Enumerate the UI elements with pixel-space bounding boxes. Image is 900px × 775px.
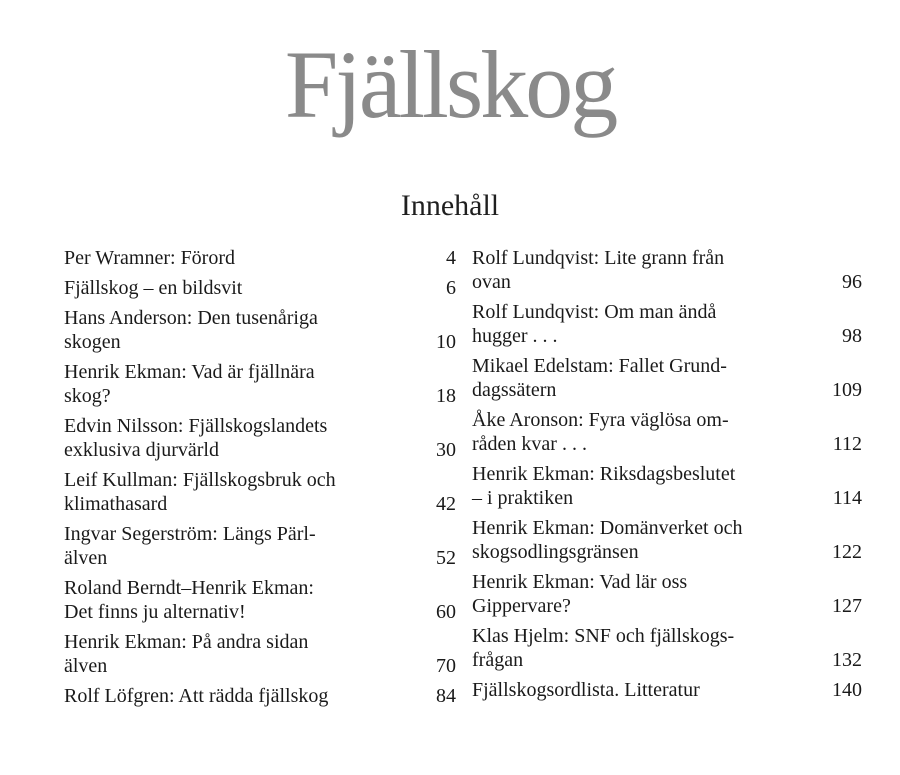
- toc-entry-title: [64, 360, 456, 408]
- toc-entry-page: 70: [436, 655, 456, 677]
- toc-entry-line: Fjällskog – en bildsvit: [64, 277, 243, 299]
- toc-entry-title: [472, 678, 862, 702]
- toc-entry-line: dagssätern: [472, 379, 557, 401]
- toc-column-left: [64, 246, 456, 714]
- toc-entry: [472, 462, 862, 510]
- toc-entry-title: [64, 246, 456, 270]
- toc-entry: [472, 570, 862, 618]
- toc-entry: [64, 360, 456, 408]
- toc-entry-line: Per Wramner: Förord: [64, 247, 236, 269]
- toc-entry-title: [472, 408, 862, 456]
- toc-entry-line: älven: [64, 547, 108, 569]
- toc-entry-page: 84: [436, 685, 456, 707]
- toc-entry: [64, 276, 456, 300]
- toc-entry: [64, 522, 456, 570]
- toc-entry-page: 96: [842, 271, 862, 293]
- toc-entry-line: Henrik Ekman: Vad är fjällnära: [64, 361, 315, 383]
- toc-entry-title: [472, 462, 862, 510]
- toc-entry-line: Edvin Nilsson: Fjällskogslandets: [64, 415, 328, 437]
- toc-entry-line: Klas Hjelm: SNF och fjällskogs-: [472, 625, 735, 647]
- toc-entry-line: Åke Aronson: Fyra väglösa om-: [472, 409, 729, 431]
- toc-entry-line: ovan: [472, 271, 511, 293]
- toc-entry-title: [472, 354, 862, 402]
- toc-entry-line: Rolf Lundqvist: Om man ändå: [472, 301, 717, 323]
- toc-entry-line: älven: [64, 655, 108, 677]
- toc-entry-line: Fjällskogsordlista. Litteratur: [472, 679, 700, 701]
- toc-entry-line: klimathasard: [64, 493, 168, 515]
- toc-entry-page: 132: [832, 649, 862, 671]
- toc-entry-title: [64, 684, 456, 708]
- toc-entry-page: 10: [436, 331, 456, 353]
- toc-entry-title: [64, 306, 456, 354]
- toc-entry-page: 52: [436, 547, 456, 569]
- toc-entry-title: [64, 468, 456, 516]
- toc-entry-title: [472, 570, 862, 618]
- toc-entry: [64, 684, 456, 708]
- toc-entry: [472, 516, 862, 564]
- toc-entry: [64, 630, 456, 678]
- toc-entry-line: Hans Anderson: Den tusenåriga: [64, 307, 318, 329]
- contents-heading: Innehåll: [400, 189, 500, 222]
- toc-entry-page: 6: [446, 277, 456, 299]
- toc-entry-line: hugger . . .: [472, 325, 558, 347]
- toc-entry-line: Henrik Ekman: Vad lär oss: [472, 571, 688, 593]
- toc-entry-title: [64, 630, 456, 678]
- toc-entry-page: 109: [832, 379, 862, 401]
- toc-entry-line: – i praktiken: [472, 487, 574, 509]
- toc-entry-line: Henrik Ekman: På andra sidan: [64, 631, 309, 653]
- toc-entry-title: [64, 414, 456, 462]
- toc-entry-line: Ingvar Segerström: Längs Pärl-: [64, 523, 316, 545]
- toc-entry-line: Henrik Ekman: Domänverket och: [472, 517, 743, 539]
- toc-entry-page: 30: [436, 439, 456, 461]
- toc-entry: [472, 678, 862, 702]
- toc-entry-page: 18: [436, 385, 456, 407]
- toc-entry-line: Det finns ju alternativ!: [64, 601, 246, 623]
- toc-entry-line: Gippervare?: [472, 595, 571, 617]
- toc-entry-page: 112: [832, 433, 862, 455]
- toc-entry: [472, 354, 862, 402]
- toc-entry-page: 60: [436, 601, 456, 623]
- toc-entry-title: [472, 624, 862, 672]
- toc-entry-line: skogen: [64, 331, 121, 353]
- toc-entry-line: Roland Berndt–Henrik Ekman:: [64, 577, 314, 599]
- toc-entry-title: [64, 576, 456, 624]
- toc-entry-title: [64, 522, 456, 570]
- toc-entry-line: Rolf Lundqvist: Lite grann från: [472, 247, 725, 269]
- toc-column-right: [472, 246, 862, 708]
- toc-entry-line: Leif Kullman: Fjällskogsbruk och: [64, 469, 336, 491]
- toc-entry: [64, 414, 456, 462]
- toc-entry-page: 122: [832, 541, 862, 563]
- toc-entry: [472, 300, 862, 348]
- toc-entry: [472, 408, 862, 456]
- toc-entry-page: 127: [832, 595, 862, 617]
- toc-entry-line: frågan: [472, 649, 524, 671]
- toc-entry: [472, 624, 862, 672]
- toc-entry: [64, 246, 456, 270]
- toc-entry-line: skog?: [64, 385, 111, 407]
- toc-entry-page: 98: [842, 325, 862, 347]
- toc-entry: [64, 576, 456, 624]
- toc-entry-title: [64, 276, 456, 300]
- toc-entry-line: skogsodlingsgränsen: [472, 541, 639, 563]
- toc-entry: [64, 468, 456, 516]
- toc-entry-page: 140: [832, 679, 862, 701]
- toc-entry-title: [472, 246, 862, 294]
- toc-entry-page: 4: [446, 247, 456, 269]
- toc-entry-page: 114: [832, 487, 862, 509]
- toc-entry-page: 42: [436, 493, 456, 515]
- toc-entry: [472, 246, 862, 294]
- toc-entry-title: [472, 516, 862, 564]
- toc-entry: [64, 306, 456, 354]
- book-title: Fjällskog: [284, 31, 616, 138]
- toc-entry-line: Mikael Edelstam: Fallet Grund-: [472, 355, 727, 377]
- toc-entry-line: Rolf Löfgren: Att rädda fjällskog: [64, 685, 329, 707]
- toc-entry-line: råden kvar . . .: [472, 433, 587, 455]
- toc-entry-line: Henrik Ekman: Riksdagsbeslutet: [472, 463, 736, 485]
- toc-entry-title: [472, 300, 862, 348]
- toc-entry-line: exklusiva djurvärld: [64, 439, 219, 461]
